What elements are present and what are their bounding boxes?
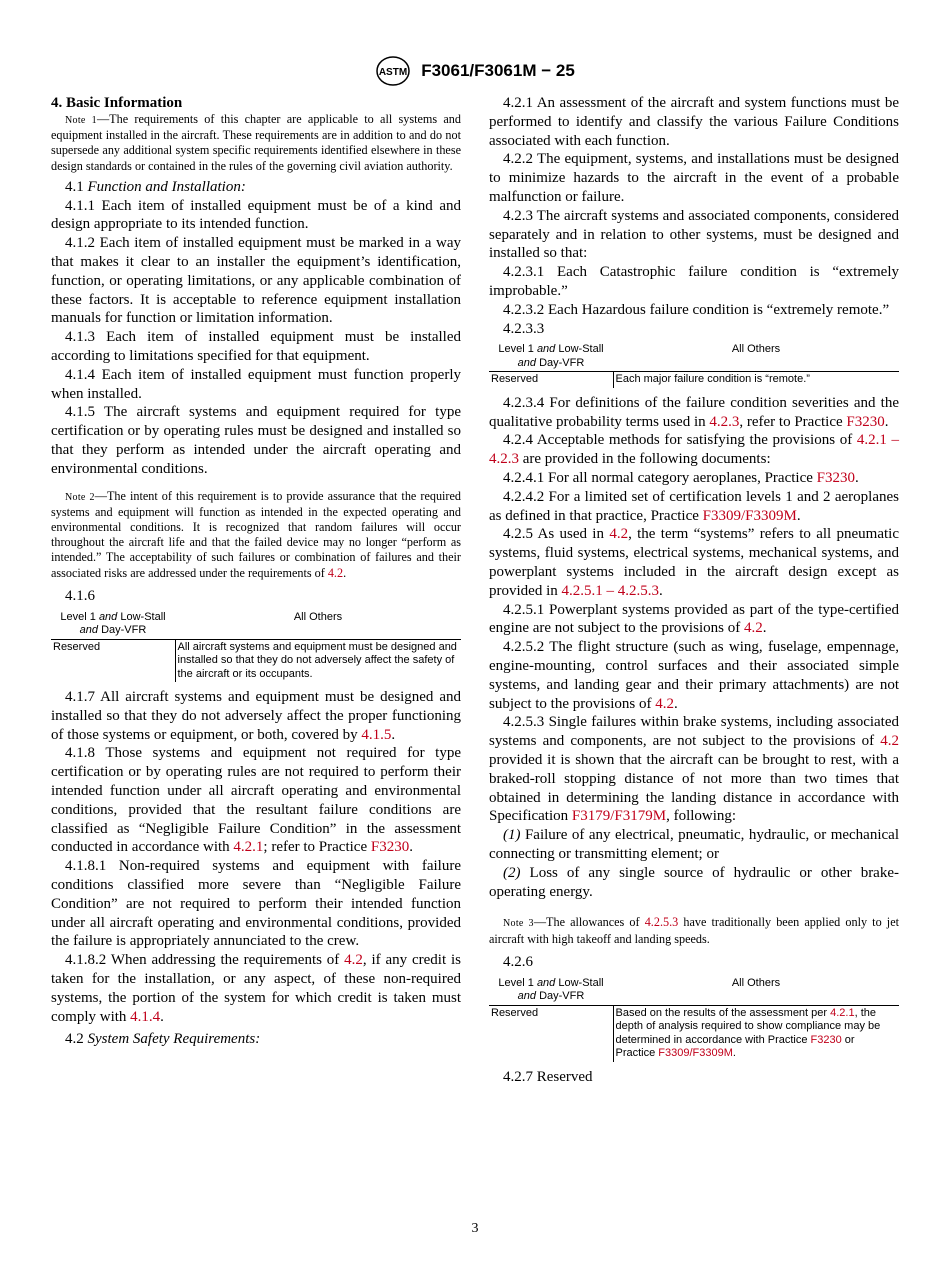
para-4-1-3: 4.1.3 Each item of installed equipment must be installed according to limitations specified for that equipment.	[51, 329, 461, 364]
link-4-2-1[interactable]: 4.2.1	[830, 1006, 855, 1019]
table-4-2-3-3	[489, 342, 899, 388]
table-cell: Each major failure condition is “remote.”	[613, 372, 899, 388]
para-4-1-6: 4.1.6	[65, 587, 95, 604]
para-4-2-5-3: 4.2.5.3 Single failures within brake systems, including associated systems and components, are not subject to the provisions of 4.2 provided it is shown that the aircraft can be brought to rest, with a braked-roll stopping distance of not more than two times that obtained in determining the landing distance in accordance with Specification F3179/F3179M, following:	[489, 714, 899, 825]
table-header-level: Level 1 and Low-Stall and Day-VFR	[489, 976, 613, 1006]
para-4-2-6: 4.2.6	[503, 953, 533, 970]
para-4-2-3-4: 4.2.3.4 For definitions of the failure condition severities and the qualitative probability terms used in 4.2.3, refer to Practice F3230.	[489, 394, 899, 430]
link-f3179[interactable]: F3179/F3179M	[571, 808, 667, 825]
list-item-1: (1) Failure of any electrical, pneumatic, hydraulic, or mechanical connecting or transmitting element; or	[489, 827, 899, 862]
table-cell: Reserved	[53, 640, 101, 653]
para-4-2-1: 4.2.1 An assessment of the aircraft and system functions must be performed to identify and classify the various Failure Conditions associated with each function.	[489, 95, 899, 149]
link-4-1-4[interactable]: 4.1.4	[130, 1008, 161, 1025]
para-4-1-2: 4.1.2 Each item of installed equipment must be marked in a way that makes it clear to an installer the equipment’s identification, function, or operating limitations, or any applicable combination of these factors. It is acceptable to reference equipment installation manuals for function or limitation information.	[51, 235, 461, 327]
para-4-2-5-1: 4.2.5.1 Powerplant systems provided as part of the type-certified engine are not subject to the provisions of 4.2.	[489, 601, 899, 637]
link-f3230[interactable]: F3230	[846, 413, 885, 430]
para-4-2-4-2: 4.2.4.2 For a limited set of certification levels 1 and 2 aeroplanes as defined in that practice, Practice F3309/F3309M.	[489, 488, 899, 524]
left-column	[51, 94, 461, 1049]
document-designation: F3061/F3061M − 25	[421, 61, 575, 80]
table-4-1-6	[51, 610, 461, 683]
para-4-2-4-1: 4.2.4.1 For all normal category aeroplanes, Practice F3230.	[503, 470, 859, 487]
table-cell: All aircraft systems and equipment must be designed and installed so that they do not adversely affect the safety of the aircraft or its occupants.	[175, 639, 461, 682]
para-4-2-2: 4.2.2 The equipment, systems, and installations must be designed to minimize hazards to the aircraft in the event of a probable malfunction or failure.	[489, 151, 899, 205]
table-header-others: All Others	[175, 610, 461, 640]
link-f3230[interactable]: F3230	[810, 1033, 842, 1046]
link-4-2-5-3[interactable]: 4.2.5.3	[644, 915, 679, 930]
para-4-1-1: 4.1.1 Each item of installed equipment must be of a kind and design appropriate to its intended function.	[51, 197, 461, 233]
para-4-1-8-1: 4.1.8.1 Non-required systems and equipment with failure conditions classified more severe than “Negligible Failure Condition” are not required to perform their intended function under all aircraft operating and environmental conditions, provided the failure is appropriately annunciated to the crew.	[51, 858, 461, 950]
link-f3230[interactable]: F3230	[370, 839, 410, 856]
link-f3230[interactable]: F3230	[816, 470, 855, 487]
link-4-2[interactable]: 4.2	[609, 526, 629, 543]
table-header-others: All Others	[613, 976, 899, 1006]
link-4-2[interactable]: 4.2	[880, 733, 899, 750]
para-4-2-5-2: 4.2.5.2 The flight structure (such as wing, fuselage, empennage, engine-mounting, control surfaces and their associated simple systems, and landing gear and their primary attachments) are not subject to the provisions of 4.2.	[489, 639, 899, 712]
page-number: 3	[471, 1221, 479, 1236]
table-header-others: All Others	[613, 342, 899, 372]
table-header-level: Level 1 and Low-Stall and Day-VFR	[489, 342, 613, 372]
right-column	[489, 94, 899, 1086]
para-4-1-7: 4.1.7 All aircraft systems and equipment must be designed and installed so that they do not adversely affect the proper functioning of those systems or equipment, or both, covered by 4.1.5.	[51, 689, 461, 743]
link-4-2[interactable]: 4.2	[327, 565, 344, 580]
link-4-2-1[interactable]: 4.2.1	[233, 839, 264, 856]
link-4-1-5[interactable]: 4.1.5	[361, 726, 392, 743]
note-2: Note 2—The intent of this requirement is to provide assurance that the required systems and equipment will function as intended in the expected operating and environmental conditions. It is recognized that random failures will occur throughout the aircraft life and that the failed device may no longer “perform as intended.” The acceptability of such failures or combination of failures and their associated risks are addressed under the requirements of 4.2.	[51, 488, 461, 580]
para-4-1: 4.1 Function and Installation:	[65, 178, 246, 195]
para-4-2-3: 4.2.3 The aircraft systems and associated components, considered separately and in relation to other systems, must be designed and installed so that:	[489, 207, 899, 262]
section-title: 4. Basic Information	[51, 95, 183, 111]
para-4-1-8-2: 4.1.8.2 When addressing the requirements of 4.2, if any credit is taken for the installation, or any aspect, of these non-required systems, the portion of the system for which credit is taken must comply with 4.1.4.	[51, 952, 461, 1025]
para-4-2-3-3: 4.2.3.3	[503, 320, 545, 337]
link-f3309[interactable]: F3309/F3309M	[658, 1047, 733, 1060]
para-4-2-3-2: 4.2.3.2 Each Hazardous failure condition is “extremely remote.”	[503, 301, 890, 318]
para-4-2-5: 4.2.5 As used in 4.2, the term “systems” refers to all pneumatic systems, fluid systems, electrical systems, mechanical systems, and powerplant systems included in the aircraft design except as provided in 4.2.5.1 – 4.2.5.3.	[489, 526, 899, 599]
page-header	[0, 56, 950, 86]
link-4-2-1-to-4-2-3[interactable]: 4.2.1 – 4.2.3	[489, 432, 899, 468]
svg-text:ASTM: ASTM	[379, 67, 408, 78]
para-4-2-3-1: 4.2.3.1 Each Catastrophic failure condition is “extremely improbable.”	[489, 264, 899, 299]
para-4-2: 4.2 System Safety Requirements:	[65, 1031, 261, 1048]
para-4-1-8: 4.1.8 Those systems and equipment not required for type certification or by operating rules are not required to perform their intended function under all aircraft operating and environmental conditions, provided that the resultant failure conditions are classified as “Negligible Failure Condition” in the assessment conducted in accordance with 4.2.1; refer to Practice F3230.	[51, 745, 461, 856]
table-header-level: Level 1 and Low-Stall and Day-VFR	[51, 610, 175, 640]
note-3: Note 3—The allowances of 4.2.5.3 have traditionally been applied only to jet aircraft with high takeoff and landing speeds.	[489, 915, 899, 946]
link-4-2[interactable]: 4.2	[743, 620, 763, 637]
list-item-2: (2) Loss of any single source of hydraulic or other brake-operating energy.	[489, 864, 899, 900]
table-cell: Based on the results of the assessment per 4.2.1, the depth of analysis required to show compliance may be determined in accordance with Practice F3230 or Practice F3309/F3309M.	[613, 1005, 899, 1062]
table-cell: Reserved	[491, 373, 539, 386]
astm-logo-icon	[375, 56, 411, 86]
link-4-2[interactable]: 4.2	[655, 695, 674, 712]
link-4-2-3[interactable]: 4.2.3	[709, 413, 740, 430]
para-4-1-5: 4.1.5 The aircraft systems and equipment required for type certification or by operating rules must be designed and installed so that they perform as intended under the aircraft operating and environmental conditions.	[51, 404, 461, 477]
table-4-2-6	[489, 976, 899, 1062]
link-4-2[interactable]: 4.2	[344, 952, 363, 969]
para-4-1-4: 4.1.4 Each item of installed equipment must function properly when installed.	[51, 366, 461, 402]
table-cell: Reserved	[491, 1006, 539, 1019]
link-f3309[interactable]: F3309/F3309M	[702, 507, 797, 524]
para-4-2-4: 4.2.4 Acceptable methods for satisfying the provisions of 4.2.1 – 4.2.3 are provided in the following documents:	[489, 432, 899, 468]
para-4-2-7: 4.2.7 Reserved	[503, 1068, 593, 1085]
note-1: Note 1—The requirements of this chapter are applicable to all systems and equipment installed in the aircraft. These requirements are in addition to and do not supersede any additional system specific requirements identified elsewhere in these design standards or contained in the rules of the governing civil aviation authority.	[51, 112, 461, 173]
link-4-2-5-1-to-4-2-5-3[interactable]: 4.2.5.1 – 4.2.5.3	[561, 582, 659, 599]
